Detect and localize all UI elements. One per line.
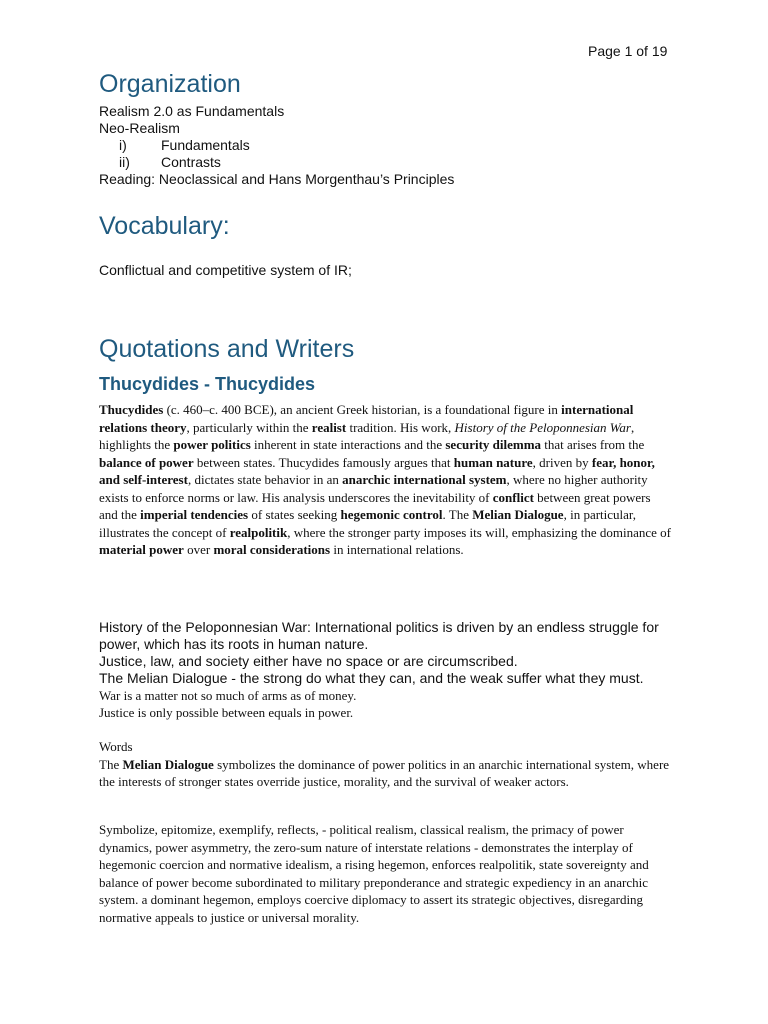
bold-term: power politics xyxy=(173,437,251,452)
organization-line: Reading: Neoclassical and Hans Morgenthau’s Principles xyxy=(99,171,455,187)
history-line: Justice, law, and society either have no space or are circumscribed. xyxy=(99,653,518,669)
text-run: of states seeking xyxy=(248,507,341,522)
bold-term: fear, honor, and self-interest xyxy=(99,454,655,487)
text-run: (c. 460–c. 400 BCE), an ancient Greek historian, is a foundational figure in xyxy=(163,402,562,417)
bold-term: Melian Dialogue xyxy=(472,507,564,522)
text-run: symbolizes the dominance of power politics in an anarchic international system, where the interests of stronger states override justice, morality, and the survival of weaker actors. xyxy=(99,756,670,789)
text-run: tradition. His work, xyxy=(346,419,455,435)
organization-line: Realism 2.0 as Fundamentals xyxy=(99,103,285,119)
organization-heading: Organization xyxy=(99,70,241,98)
vocabulary-text xyxy=(99,262,352,279)
list-number: ii) xyxy=(119,154,130,170)
history-line: The Melian Dialogue - the strong do what they can, and the weak suffer what they must. xyxy=(99,670,644,686)
bold-term: moral considerations xyxy=(213,542,331,557)
bold-term: anarchic international system xyxy=(342,472,507,487)
history-line: History of the Peloponnesian War: International politics is driven by an endless struggle for xyxy=(99,619,659,635)
bold-term: Thucydides xyxy=(99,402,164,417)
vocabulary-line: Conflictual and competitive system of IR; xyxy=(99,262,352,278)
thucydides-subheading: Thucydides - Thucydides xyxy=(99,374,316,394)
bold-term: realpolitik xyxy=(229,524,288,540)
bold-term: imperial tendencies xyxy=(140,507,249,522)
history-notes xyxy=(99,619,674,721)
bold-term: balance of power xyxy=(99,454,194,470)
words-section xyxy=(99,738,671,791)
text-run: between states. Thucydides famously argues that xyxy=(193,454,454,470)
list-number: i) xyxy=(119,137,127,153)
text-run: . The xyxy=(442,507,473,522)
text-run: between great powers and the xyxy=(99,489,651,522)
text-run: that arises from the xyxy=(541,437,645,452)
words-paragraph xyxy=(99,756,671,791)
words-label: Words xyxy=(99,739,133,754)
text-run: , driven by xyxy=(532,454,592,470)
text-run: in international relations. xyxy=(330,542,464,557)
history-line: power, which has its roots in human nature. xyxy=(99,636,369,652)
italic-title: History of the Peloponnesian War xyxy=(454,419,631,435)
bold-term: human nature xyxy=(453,454,533,470)
thucydides-paragraph xyxy=(99,401,671,559)
paragraph-body: Symbolize, epitomize, exemplify, reflects, - political realism, classical realism, the primacy of power dynamics, power asymmetry, the zero-sum nature of interstate relations - demonstrates the interplay of hegemonic coercion and normative idealism, a rising hegemon, enforces realpolitik, state sovereignty and balance of power become subordinated to military preponderance and strategic expediency in an anarchic system. a dominant hegemon, employs coercive diplomacy to assert its strategic objectives, disregarding normative appeals to justice or universal morality. xyxy=(99,822,649,925)
text-run: , where no higher authority exists to enforce norms or law. His analysis underscores the inevitability of xyxy=(99,472,648,505)
quotations-heading: Quotations and Writers xyxy=(99,335,355,363)
history-line: Justice is only possible between equals in power. xyxy=(99,705,354,720)
history-line: War is a matter not so much of arms as of money. xyxy=(99,688,357,703)
text-run: , where the stronger party imposes its will, emphasizing the dominance of xyxy=(287,524,672,540)
organization-sub-item xyxy=(99,154,454,171)
organization-sub-item xyxy=(99,137,454,154)
organization-list xyxy=(99,103,454,188)
text-run: , dictates state behavior in an xyxy=(187,472,343,487)
bold-term: material power xyxy=(99,542,184,557)
final-paragraph xyxy=(99,821,671,926)
bold-term: realist xyxy=(311,419,347,435)
text-run: , highlights the xyxy=(99,419,635,452)
text-run: The xyxy=(99,756,123,772)
text-run: , in particular, illustrates the concept of xyxy=(99,507,636,540)
paragraph-body xyxy=(99,401,671,559)
list-text: Contrasts xyxy=(161,154,221,170)
bold-term: international relations theory xyxy=(99,402,634,435)
list-text: Fundamentals xyxy=(161,137,250,153)
page-number: Page 1 of 19 xyxy=(588,43,668,59)
text-run: , particularly within the xyxy=(186,419,312,435)
vocabulary-heading: Vocabulary: xyxy=(99,212,230,240)
bold-term: Melian Dialogue xyxy=(122,756,214,772)
text-run: over xyxy=(183,542,214,557)
text-run: inherent in state interactions and the xyxy=(250,437,446,452)
bold-term: conflict xyxy=(492,489,534,505)
bold-term: hegemonic control xyxy=(340,507,443,522)
organization-line: Neo-Realism xyxy=(99,120,180,136)
bold-term: security dilemma xyxy=(445,437,542,452)
